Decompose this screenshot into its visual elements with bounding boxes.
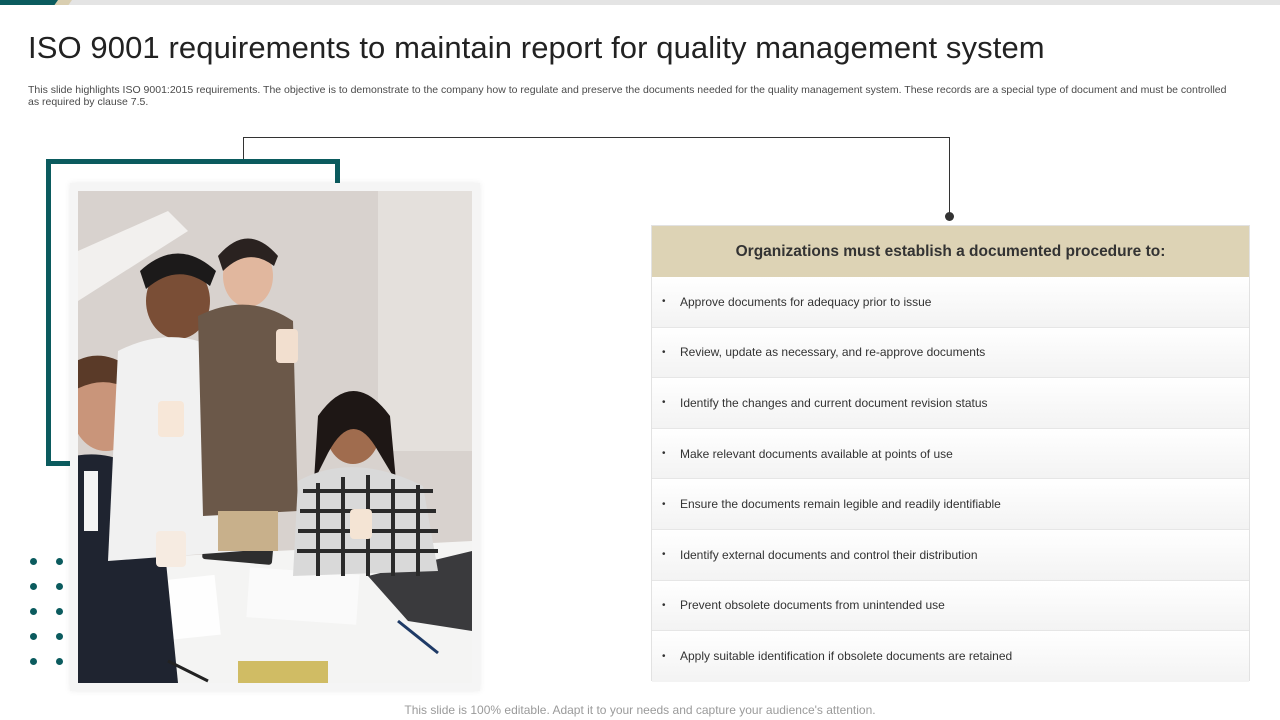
top-bar bbox=[0, 0, 1280, 5]
bullet-icon: • bbox=[662, 296, 666, 308]
list-item bbox=[652, 328, 1249, 379]
dot bbox=[56, 608, 63, 615]
photo-container bbox=[70, 183, 480, 691]
dot bbox=[56, 558, 63, 565]
list-item-text: Review, update as necessary, and re-approve documents bbox=[680, 345, 986, 360]
list-item bbox=[652, 479, 1249, 530]
list-item-text: Prevent obsolete documents from unintended use bbox=[680, 598, 945, 613]
team-meeting-photo bbox=[78, 191, 472, 683]
bullet-icon: • bbox=[662, 650, 666, 662]
dot bbox=[30, 633, 37, 640]
dot bbox=[56, 633, 63, 640]
dot bbox=[30, 608, 37, 615]
bullet-icon: • bbox=[662, 498, 666, 510]
list-item-text: Apply suitable identification if obsolete documents are retained bbox=[680, 649, 1013, 664]
procedure-panel-header: Organizations must establish a documented procedure to: bbox=[652, 226, 1249, 277]
bullet-icon: • bbox=[662, 448, 666, 460]
bullet-icon: • bbox=[662, 346, 666, 358]
list-item bbox=[652, 378, 1249, 429]
dot bbox=[56, 658, 63, 665]
procedure-panel bbox=[651, 225, 1250, 681]
list-item-text: Ensure the documents remain legible and readily identifiable bbox=[680, 497, 1001, 512]
bullet-icon: • bbox=[662, 599, 666, 611]
list-item bbox=[652, 277, 1249, 328]
bullet-icon: • bbox=[662, 549, 666, 561]
list-item-text: Identify external documents and control their distribution bbox=[680, 547, 978, 562]
dot bbox=[56, 583, 63, 590]
slide-footer: This slide is 100% editable. Adapt it to your needs and capture your audience's attention. bbox=[404, 703, 876, 717]
list-item-text: Identify the changes and current document revision status bbox=[680, 395, 988, 410]
team-meeting-illustration bbox=[78, 191, 472, 683]
slide-title: ISO 9001 requirements to maintain report for quality management system bbox=[28, 30, 1045, 65]
connector-dot bbox=[945, 212, 954, 221]
top-accent bbox=[0, 0, 58, 5]
procedure-list bbox=[652, 277, 1249, 682]
list-item bbox=[652, 631, 1249, 682]
list-item bbox=[652, 429, 1249, 480]
list-item-text: Make relevant documents available at points of use bbox=[680, 446, 953, 461]
bullet-icon: • bbox=[662, 397, 666, 409]
dot bbox=[30, 658, 37, 665]
slide-subtitle: This slide highlights ISO 9001:2015 requirements. The objective is to demonstrate to the company how to regulate and preserve the documents needed for the quality management system. These records are a special type of document and must be controlled as required by clause 7.5. bbox=[28, 84, 1227, 108]
list-item-text: Approve documents for adequacy prior to issue bbox=[680, 294, 932, 309]
list-item bbox=[652, 581, 1249, 632]
list-item bbox=[652, 530, 1249, 581]
decorative-dots bbox=[30, 558, 70, 670]
dot bbox=[30, 558, 37, 565]
dot bbox=[30, 583, 37, 590]
